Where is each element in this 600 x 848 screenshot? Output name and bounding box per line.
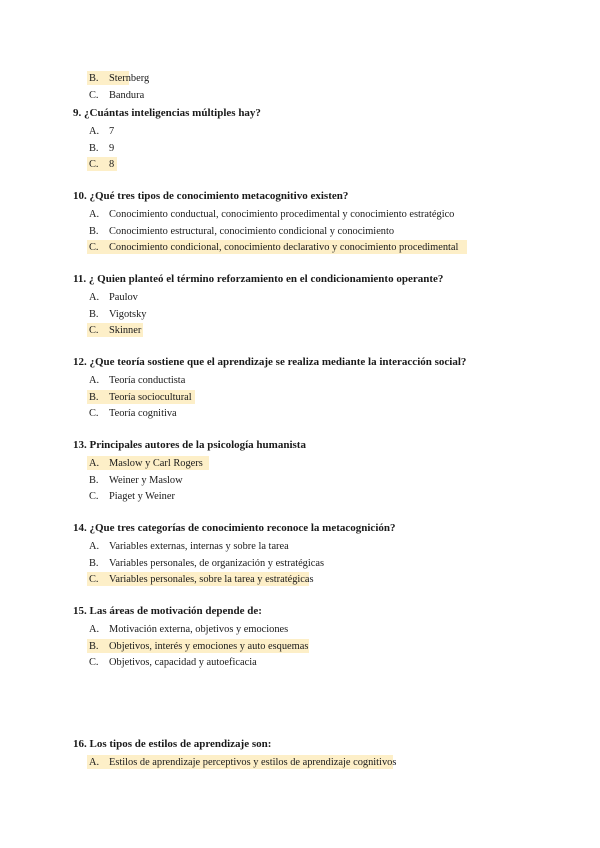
option-q11-b[interactable] [73,307,583,324]
option-text: Variables personales, sobre la tarea y estratégicas [109,574,314,585]
option-q11-c[interactable] [73,323,583,340]
option-q12-b[interactable] [73,390,583,407]
option-text: Piaget y Weiner [109,491,175,502]
option-q13-a[interactable] [73,456,583,473]
question-title: 15. Las áreas de motivación depende de: [73,605,262,617]
option-text: Objetivos, interés y emociones y auto esquemas [109,640,309,652]
option-text: Teoría sociocultural [109,391,192,403]
option-q9-a[interactable] [73,124,583,141]
option-q8-c[interactable] [73,88,583,105]
option-text: 9 [109,142,115,154]
option-letter: A. [89,209,100,220]
option-q10-a[interactable] [73,207,583,224]
option-text: Objetivos, capacidad y autoeficacia [109,657,257,668]
option-text: Sternberg [109,73,150,84]
option-letter: B. [89,391,99,403]
question-title: 12. ¿Que teoría sostiene que el aprendizaje se realiza mediante la interacción social? [73,356,467,368]
option-q13-c[interactable] [73,489,583,506]
option-text: Conocimiento estructural, conocimiento condicional y conocimiento [109,225,395,237]
option-letter: A. [89,458,100,469]
option-text: Maslow y Carl Rogers [109,458,203,469]
option-text: Bandura [109,89,145,101]
option-text: Vigotsky [109,308,147,320]
option-q9-c[interactable] [73,157,583,174]
option-q13-b[interactable] [73,473,583,490]
question-16 [73,738,583,772]
option-letter: B. [89,225,99,237]
question-title: 11. ¿ Quien planteó el término reforzamiento en el condicionamiento operante? [73,273,444,285]
option-letter: C. [89,491,99,502]
option-text: Variables personales, de organización y estratégicas [109,557,325,569]
question-14 [73,522,583,589]
option-q12-c[interactable] [73,406,583,423]
option-letter: C. [89,657,99,668]
option-letter: B. [89,308,99,320]
option-letter: A. [89,624,100,635]
option-letter: C. [89,574,99,585]
question-12 [73,356,583,423]
option-letter: A. [89,541,100,552]
option-letter: B. [89,142,99,154]
option-q12-a[interactable] [73,373,583,390]
question-15 [73,605,583,672]
option-text: 8 [109,159,115,170]
question-title: 14. ¿Que tres categorías de conocimiento reconoce la metacognición? [73,522,396,534]
option-text: Estilos de aprendizaje perceptivos y estilos de aprendizaje cognitivos [109,757,397,768]
option-q15-a[interactable] [73,622,583,639]
option-letter: B. [89,73,99,84]
option-q14-c[interactable] [73,572,583,589]
option-text: 7 [109,126,115,137]
option-q14-b[interactable] [73,556,583,573]
option-letter: B. [89,640,99,652]
question-10 [73,190,583,257]
option-q15-b[interactable] [73,639,583,656]
option-q10-c[interactable] [73,240,583,257]
question-11 [73,273,583,340]
option-letter: C. [89,408,99,419]
option-letter: A. [89,126,100,137]
option-text: Skinner [109,325,142,336]
option-text: Conocimiento conductual, conocimiento procedimental y conocimiento estratégico [109,209,455,220]
option-text: Teoría cognitiva [109,408,177,419]
option-q11-a[interactable] [73,290,583,307]
option-text: Paulov [109,292,138,303]
question-title: 9. ¿Cuántas inteligencias múltiples hay? [73,107,261,119]
option-letter: C. [89,242,99,253]
option-q14-a[interactable] [73,539,583,556]
option-text: Teoría conductista [109,375,186,386]
option-letter: B. [89,557,99,569]
option-letter: A. [89,292,100,303]
question-title: 16. Los tipos de estilos de aprendizaje son: [73,738,272,750]
option-letter: C. [89,159,99,170]
option-letter: A. [89,375,100,386]
option-letter: B. [89,474,99,486]
option-text: Motivación externa, objetivos y emociones [109,624,289,635]
question-13 [73,439,583,506]
question-title: 10. ¿Qué tres tipos de conocimiento metacognitivo existen? [73,190,349,202]
option-letter: A. [89,757,100,768]
option-q10-b[interactable] [73,224,583,241]
option-q9-b[interactable] [73,141,583,158]
option-q15-c[interactable] [73,655,583,672]
option-text: Variables externas, internas y sobre la tarea [109,541,289,552]
option-q16-a[interactable] [73,755,583,772]
option-letter: C. [89,89,99,101]
question-title: 13. Principales autores de la psicología humanista [73,439,306,451]
option-q8-b[interactable] [73,71,583,88]
question-8-continuation [73,71,583,104]
option-letter: C. [89,325,99,336]
question-9 [73,107,583,174]
option-text: Weiner y Maslow [109,474,183,486]
option-text: Conocimiento condicional, conocimiento declarativo y conocimiento procedimental [109,242,459,253]
